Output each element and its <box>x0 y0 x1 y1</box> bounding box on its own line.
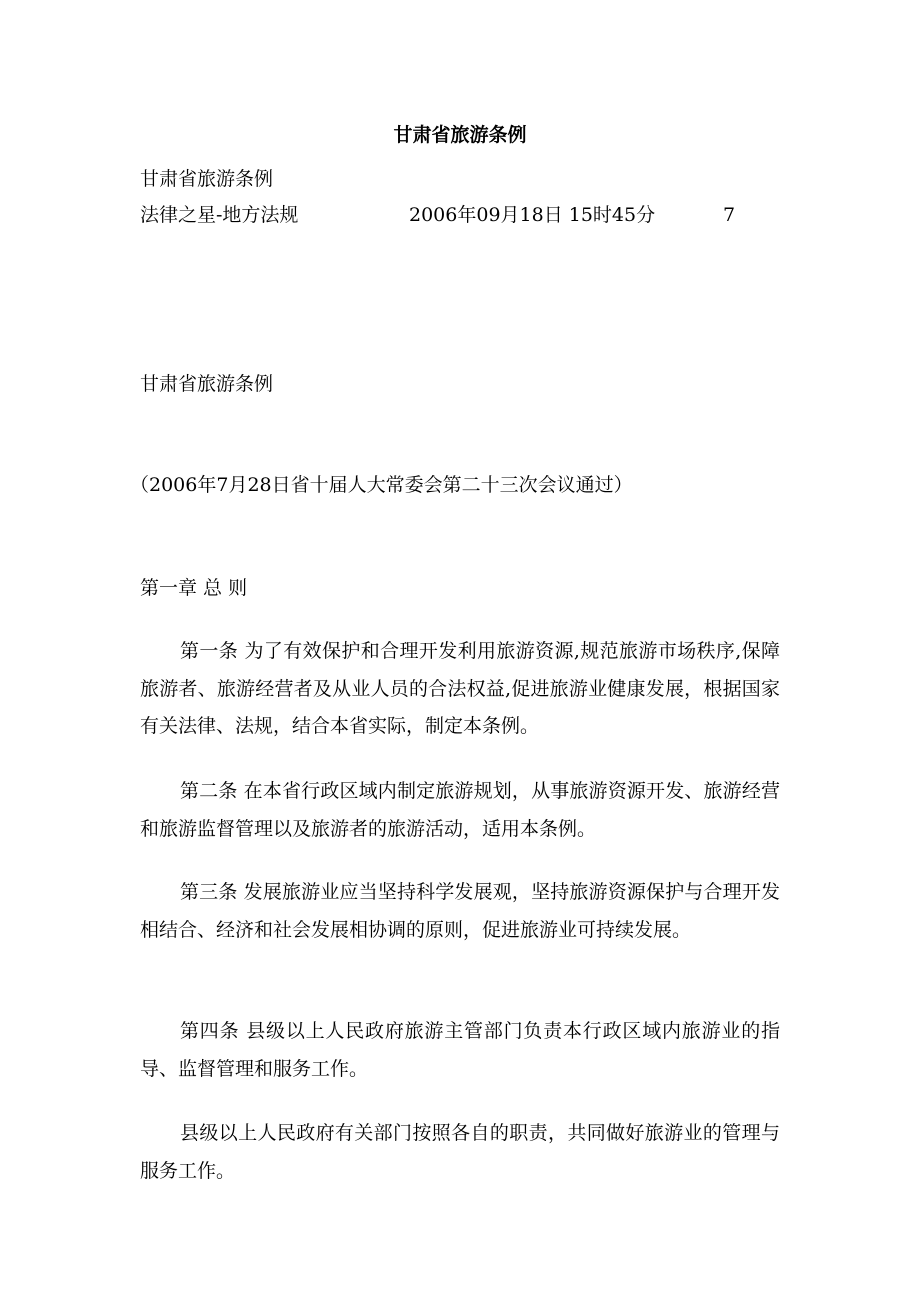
article-4-paragraph-2: 县级以上人民政府有关部门按照各自的职责，共同做好旅游业的管理与服务工作。 <box>140 1122 780 1182</box>
adoption-note: （2006年7月28日省十届人大常委会第二十三次会议通过） <box>130 474 633 496</box>
article-4: 第四条 县级以上人民政府旅游主管部门负责本行政区域内旅游业的指导、监督管理和服务工作。 <box>140 1020 780 1080</box>
document-subtitle: 甘肃省旅游条例 <box>140 168 274 190</box>
article-3: 第三条 发展旅游业应当坚持科学发展观，坚持旅游资源保护与合理开发相结合、经济和社会发展相协调的原则，促进旅游业可持续发展。 <box>140 881 780 941</box>
chapter-heading: 第一章 总 则 <box>140 577 248 599</box>
document-title: 甘肃省旅游条例 <box>393 124 527 146</box>
meta-count: 7 <box>723 204 736 226</box>
body-title: 甘肃省旅游条例 <box>140 373 274 395</box>
meta-source: 法律之星-地方法规 <box>140 204 299 226</box>
meta-datetime: 2006年09月18日 15时45分 <box>409 204 656 226</box>
article-2: 第二条 在本省行政区域内制定旅游规划，从事旅游资源开发、旅游经营和旅游监督管理以及旅游者的旅游活动，适用本条例。 <box>140 780 780 840</box>
article-1: 第一条 为了有效保护和合理开发利用旅游资源,规范旅游市场秩序,保障旅游者、旅游经营者及从业人员的合法权益,促进旅游业健康发展，根据国家有关法律、法规，结合本省实际，制定本条例。 <box>140 640 780 737</box>
